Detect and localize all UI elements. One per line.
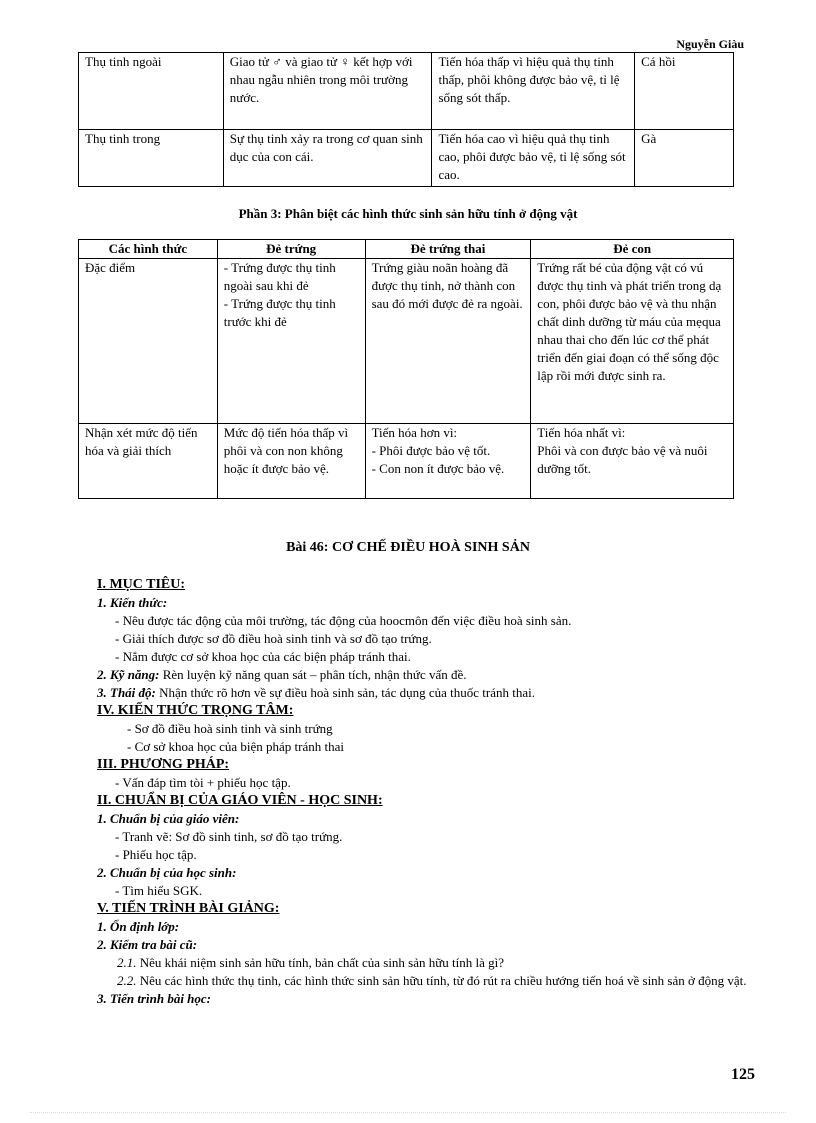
fertilization-table bbox=[78, 52, 734, 187]
question bbox=[97, 954, 757, 972]
table-cell bbox=[217, 259, 365, 424]
question-number: 2.1. bbox=[117, 955, 137, 970]
question-text: Nêu khái niệm sinh sản hữu tính, bản chất của sinh sản hữu tính là gì? bbox=[136, 955, 505, 970]
column-header: Đẻ trứng thai bbox=[365, 240, 531, 259]
table-cell: Thụ tinh ngoài bbox=[79, 53, 224, 130]
list-item: - Tranh vẽ: Sơ đồ sinh tinh, sơ đồ tạo trứng. bbox=[115, 829, 343, 844]
table-cell: Mức độ tiến hóa thấp vì phôi và con non không hoặc ít được bảo vệ. bbox=[217, 424, 365, 499]
reproduction-forms-table bbox=[78, 239, 734, 499]
subsection-heading: 1. Kiến thức: bbox=[97, 595, 168, 610]
section-heading: IV. KIẾN THỨC TRỌNG TÂM: bbox=[97, 703, 294, 718]
lesson-title: Bài 46: CƠ CHẾ ĐIỀU HOÀ SINH SẢN bbox=[286, 540, 530, 555]
table-cell bbox=[531, 424, 734, 499]
list-item: - Giải thích được sơ đồ điều hoà sinh tinh và sơ đồ tạo trứng. bbox=[115, 631, 432, 646]
list-item: - Cơ sở khoa học của biện pháp tránh thai bbox=[127, 739, 344, 754]
list-item: - Tìm hiểu SGK. bbox=[115, 883, 203, 898]
question-text: Nêu các hình thức thụ tinh, các hình thức sinh sản hữu tính, từ đó rút ra chiều hướng tiến hoá về sinh sản ở động vật. bbox=[136, 973, 747, 988]
cell-line: - Phôi được bảo vệ tốt. bbox=[371, 443, 491, 458]
table-row bbox=[79, 130, 734, 187]
subsection-heading: 3. Tiến trình bài học: bbox=[97, 991, 212, 1006]
table-cell: Tiến hóa cao vì hiệu quả thụ tinh cao, phôi được bảo vệ, tỉ lệ sống sót cao. bbox=[432, 130, 635, 187]
cell-line: - Con non ít được bảo vệ. bbox=[371, 461, 505, 476]
page-number: 125 bbox=[731, 1066, 755, 1083]
list-item: - Sơ đồ điều hoà sinh tinh và sinh trứng bbox=[127, 721, 333, 736]
subsection-heading: 2. Kỹ năng: bbox=[97, 667, 160, 682]
table-cell: Cá hồi bbox=[635, 53, 734, 130]
table-row bbox=[79, 424, 734, 499]
table-cell: Giao tử ♂ và giao tử ♀ kết hợp với nhau ngẫu nhiên trong môi trường nước. bbox=[223, 53, 432, 130]
column-header: Đẻ trứng bbox=[217, 240, 365, 259]
author-name: Nguyễn Giàu bbox=[676, 37, 744, 51]
section-heading: I. MỤC TIÊU: bbox=[97, 577, 186, 592]
section-heading: III. PHƯƠNG PHÁP: bbox=[97, 757, 230, 772]
part3-title: Phần 3: Phân biệt các hình thức sinh sản hữu tính ở động vật bbox=[238, 206, 578, 221]
row-label: Nhận xét mức độ tiến hóa và giải thích bbox=[79, 424, 218, 499]
list-item: - Nắm được cơ sở khoa học của các biện pháp tránh thai. bbox=[115, 649, 411, 664]
cell-line: Tiến hóa nhất vì: bbox=[537, 425, 626, 440]
paragraph: Rèn luyện kỹ năng quan sát – phân tích, nhận thức vấn đề. bbox=[159, 667, 467, 682]
table-cell: Sự thụ tinh xảy ra trong cơ quan sinh dục của con cái. bbox=[223, 130, 432, 187]
table-cell: Gà bbox=[635, 130, 734, 187]
row-label: Đặc điểm bbox=[79, 259, 218, 424]
paragraph: Nhận thức rõ hơn về sự điều hoà sinh sản, tác dụng của thuốc tránh thai. bbox=[155, 685, 535, 700]
table-header-row bbox=[79, 240, 734, 259]
table-cell bbox=[365, 424, 531, 499]
subsection-heading: 3. Thái độ: bbox=[97, 685, 156, 700]
column-header: Các hình thức bbox=[79, 240, 218, 259]
attitude-line bbox=[97, 684, 757, 702]
list-item: - Vấn đáp tìm tòi + phiếu học tập. bbox=[115, 775, 291, 790]
cell-line: Phôi và con được bảo vệ và nuôi dưỡng tốt. bbox=[537, 443, 708, 476]
table-cell: Thụ tinh trong bbox=[79, 130, 224, 187]
section-heading: II. CHUẨN BỊ CỦA GIÁO VIÊN - HỌC SINH: bbox=[97, 793, 383, 808]
footer-divider bbox=[30, 1112, 786, 1113]
cell-line: - Trứng được thụ tinh trước khi đẻ bbox=[223, 296, 336, 329]
table-cell: Tiến hóa thấp vì hiệu quả thụ tinh thấp, phôi không được bảo vệ, tỉ lệ sống sót thấp. bbox=[432, 53, 635, 130]
lesson-body bbox=[97, 576, 757, 1008]
column-header: Đẻ con bbox=[531, 240, 734, 259]
subsection-heading: 1. Chuẩn bị của giáo viên: bbox=[97, 811, 240, 826]
list-item: - Phiếu học tập. bbox=[115, 847, 197, 862]
cell-line: - Trứng được thụ tinh ngoài sau khi đẻ bbox=[223, 260, 336, 293]
skill-line bbox=[97, 666, 757, 684]
subsection-heading: 1. Ổn định lớp: bbox=[97, 919, 180, 934]
cell-line: Tiến hóa hơn vì: bbox=[371, 425, 458, 440]
list-item: - Nêu được tác động của môi trường, tác động của hoocmôn đến việc điều hoà sinh sản. bbox=[115, 613, 572, 628]
table-row bbox=[79, 53, 734, 130]
question bbox=[97, 972, 757, 990]
section-heading: V. TIẾN TRÌNH BÀI GIẢNG: bbox=[97, 901, 280, 916]
subsection-heading: 2. Chuẩn bị của học sinh: bbox=[97, 865, 237, 880]
table-cell: Trứng giàu noãn hoàng đã được thụ tinh, nở thành con sau đó mới được đẻ ra ngoài. bbox=[365, 259, 531, 424]
question-number: 2.2. bbox=[117, 973, 137, 988]
subsection-heading: 2. Kiểm tra bài cũ: bbox=[97, 937, 198, 952]
table-cell: Trứng rất bé của động vật có vú được thụ tinh và phát triển trong dạ con, phôi được bảo vệ và thu nhận chất dinh dưỡng từ máu của mẹqua nhau thai cho đến lúc cơ thể phát triển đến giai đoạn có thể sống độc lập rồi mới được sinh ra. bbox=[531, 259, 734, 424]
table-row bbox=[79, 259, 734, 424]
